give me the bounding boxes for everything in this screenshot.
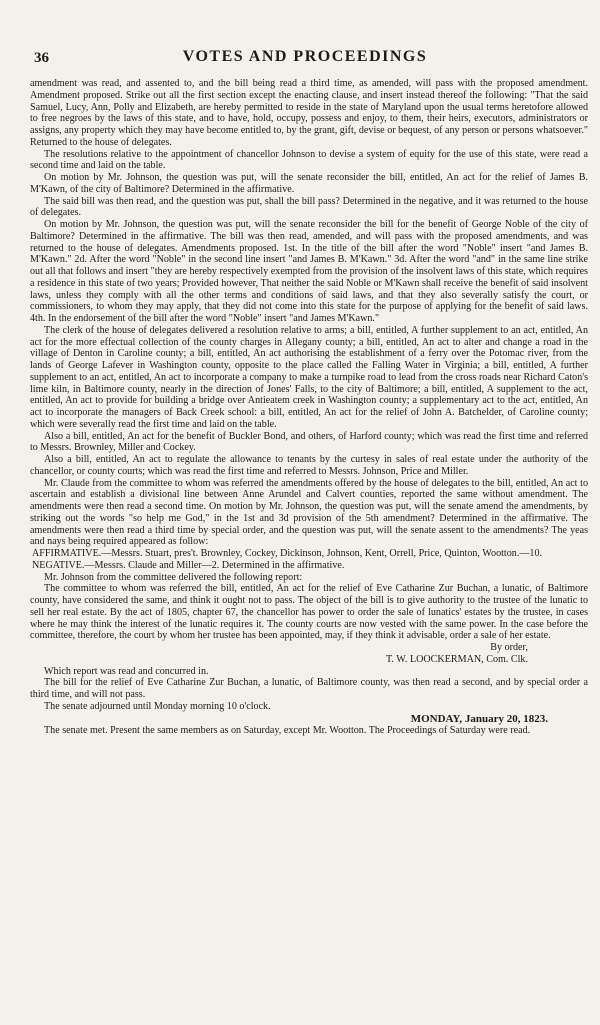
paragraph: The committee to whom was referred the bill, entitled, An act for the relief of Eve Catharine Zur Buchan, a lunatic, of Baltimore county, have considered the same, and think it ought not to pass. The object of the bill is to give authority to the trustee of the lunatic to sell her real estate. By the act of 1805, chapter 67, the chancellor has power to order the sale of lunatics' estates by the trustee, in cases where he may think the interest of the lunatic requires it. The county courts are now vested with the same power. In the case before the committee, therefore, the court by whom her trustee has been appointed, may, if they think it advisable, order a sale of her estate. [30, 583, 588, 642]
paragraph: amendment was read, and assented to, and the bill being read a third time, as amended, will pass with the proposed amendment. Amendment proposed. Strike out all the first section except the enacting clause, and insert instead thereof the following: "That the said Samuel, Lucy, Ann, Polly and Elizabeth, are hereby permitted to reside in the state of Maryland upon the usual terms heretofore allowed to free negroes by the laws of this state, and to have, hold, occupy, possess and enjoy, to them, their heirs, executors, administrators or assigns, any property which they may have become entitled to, by the grant, gift, devise or bequest, of any person or persons whatsoever." Returned to the house of delegates. [30, 78, 588, 148]
vote-affirmative: AFFIRMATIVE.—Messrs. Stuart, pres't. Brownley, Cockey, Dickinson, Johnson, Kent, Orrell, Price, Quinton, Wootton.—10. [32, 548, 543, 559]
by-order: By order, [490, 642, 528, 653]
paragraph: Also a bill, entitled, An act for the benefit of Buckler Bond, and others, of Harford county; which was read the first time and referred to Messrs. Brownley, Miller and Cockey. [30, 430, 588, 454]
paragraph: Mr. Claude from the committee to whom was referred the amendments offered by the house of delegates to the bill, entitled, An act to ascertain and establish a divisional line between Anne Arundel and Calvert counties, reported the same without amendment. The amendments were then read a second time. On motion by Mr. Johnson, the question was put, will the senate amend the amendments, by striking out the words "so help me God," in the 1st and 3d provision of the 5th amendment? Determined in the affirmative. The amendments were then read a third time by special order, and the question was put, will the senate assent to the amendments? The yeas and nays being required appeared as follow: [30, 477, 588, 548]
paragraph: The said bill was then read, and the question was put, shall the bill pass? Determined in the negative, and it was returned to the house of delegates. [30, 195, 588, 219]
paragraph: On motion by Mr. Johnson, the question was put, will the senate reconsider the bill, entitled, An act for the relief of James B. M'Kawn, of the city of Baltimore? Determined in the affirmative. [30, 172, 588, 195]
paragraph: The senate adjourned until Monday morning 10 o'clock. [44, 700, 271, 712]
paragraph: Also a bill, entitled, An act to regulate the allowance to tenants by the curtesy in sales of real estate under the authority of the chancellor, or county courts; which was read the first time and referred to Messrs. Johnson, Price and Miller. [30, 454, 588, 477]
body-text [30, 78, 588, 737]
paragraph: On motion by Mr. Johnson, the question was put, will the senate reconsider the bill for the benefit of George Noble of the city of Baltimore? Determined in the affirmative. The bill was then read, amended, and will pass with the proposed amendments, and was returned to the house of delegates. Amendments proposed. 1st. In the title of the bill after the word "Noble" insert "and James B. M'Kawn." 2d. After the word "Noble" in the second line insert "and James B. M'Kawn." 3d. After the word "and" in the same line strike out all that follows and insert "they are hereby respectively exempted from the provision of the insolvent laws of this state, which requires a residence in this state of two years; Provided however, That neither the said Noble or M'Kawn shall receive the benefit of said insolvent laws, unless they comply with all the other terms and conditions of said laws, and that they also severally satisfy the court, or commissioners, to whom they may apply, that they did not come into this state for the purpose of applying for the benefit of said laws. 4th. In the endorsement of the bill after the word "Noble" insert "and James M'Kawn." [30, 219, 588, 324]
paragraph: The resolutions relative to the appointment of chancellor Johnson to devise a system of equity for the use of this state, were read a second time and laid on the table. [30, 148, 588, 172]
page-header [20, 30, 590, 70]
vote-negative: NEGATIVE.—Messrs. Claude and Miller—2. Determined in the affirmative. [32, 559, 345, 571]
paragraph: The bill for the relief of Eve Catharine Zur Buchan, a lunatic, of Baltimore county, was then read a second, and by special order a third time, and will not pass. [30, 677, 588, 700]
paragraph: Mr. Johnson from the committee delivered the following report: [44, 571, 303, 583]
page-number: 36 [34, 50, 49, 66]
paragraph: The clerk of the house of delegates delivered a resolution relative to arms; a bill, entitled, A further supplement to an act, entitled, An act for the more effectual collection of the county charges in Allegany county; a bill, entitled, An act to alter and change a road in the village of Denton in Caroline county; a bill, entitled, An act authorising the establishment of a ferry over the Potomac river, from the lands of George Lafever in Washington county, opposite to the place called the Falling Water in Virginia; a bill, entitled, A further supplement to an act, entitled, An act to incorporate a company to make a turnpike road to lead from the cross roads near Richard Caton's lime kiln, in Baltimore county, nearly in the direction of Jones' Falls, to the city of Baltimore; a bill, entitled, A supplement to the act, entitled, An act to provide for building a bridge over Antieatem creek in Washington county; a supplementary act to the act, entitled, An act to incorporate the managers of Back Creek school: a bill, entitled, An act for the relief of John A. Batchelder, of Caroline county; which were severally read the first time and laid on the table. [30, 324, 588, 430]
date-heading: MONDAY, January 20, 1823. [410, 712, 548, 725]
running-title: VOTES AND PROCEEDINGS [182, 48, 428, 65]
paragraph: The senate met. Present the same members as on Saturday, except Mr. Wootton. The Proceedings of Saturday were read. [44, 725, 531, 737]
signature: T. W. LOOCKERMAN, Com. Clk. [386, 653, 528, 665]
paragraph: Which report was read and concurred in. [44, 665, 209, 677]
